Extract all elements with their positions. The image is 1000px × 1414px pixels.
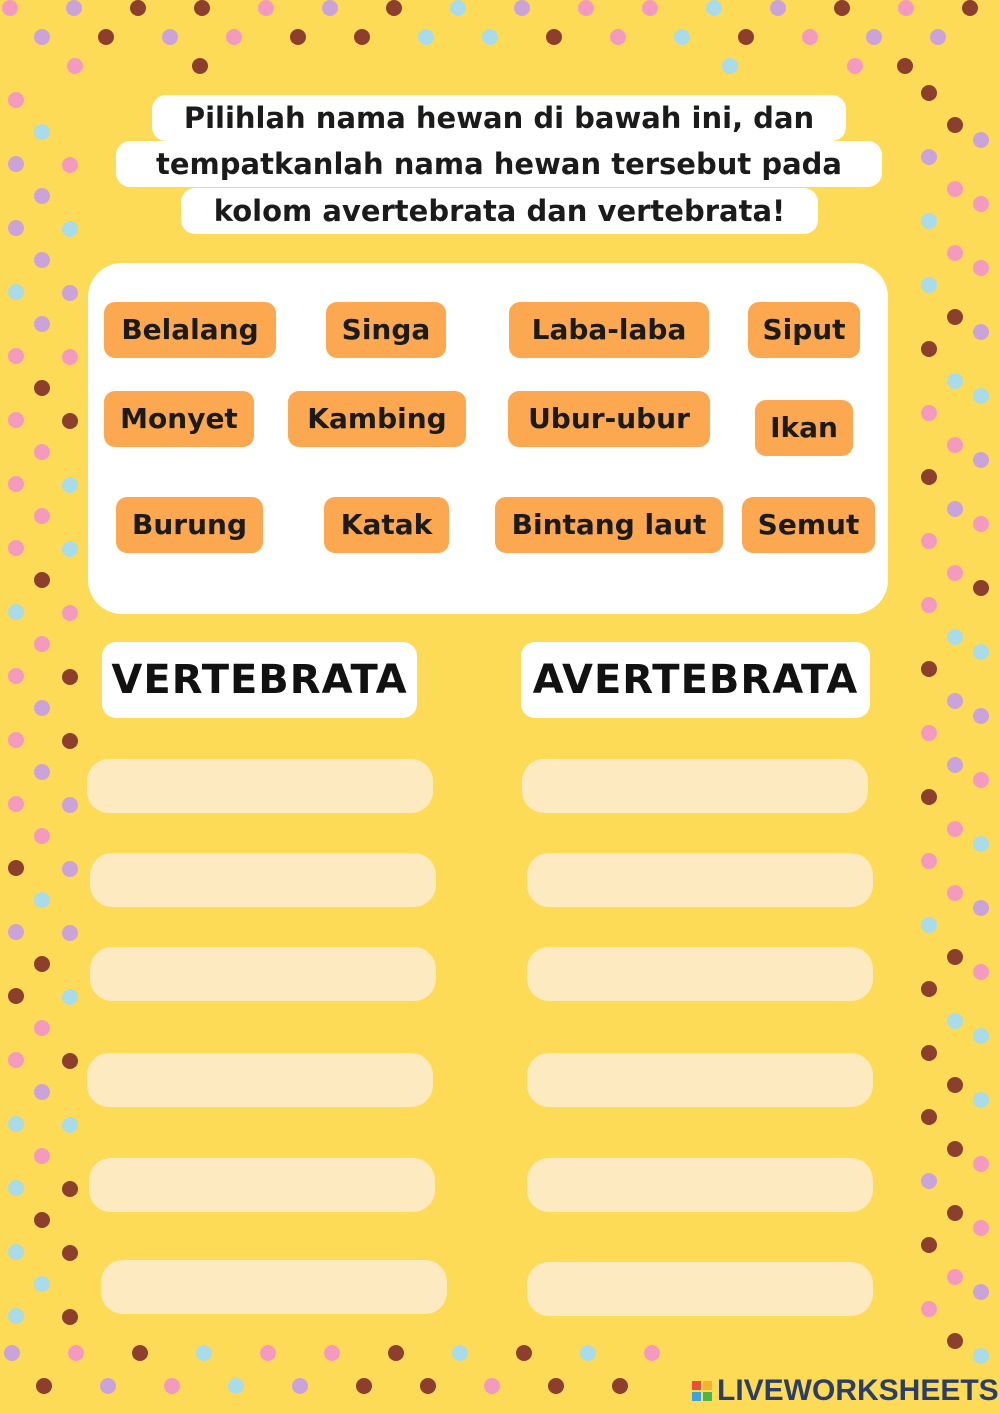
polka-dot (34, 1212, 50, 1228)
polka-dot (62, 1117, 78, 1133)
polka-dot (921, 981, 937, 997)
polka-dot (260, 1345, 276, 1361)
polka-dot (973, 516, 989, 532)
polka-dot (34, 380, 50, 396)
polka-dot (62, 669, 78, 685)
polka-dot (34, 124, 50, 140)
polka-dot (162, 29, 178, 45)
word-chip-monyet[interactable]: Monyet (104, 391, 254, 447)
word-chip-semut[interactable]: Semut (742, 497, 875, 553)
avertebrata-drop-slot-4[interactable] (527, 1053, 873, 1107)
polka-dot (947, 629, 963, 645)
polka-dot (921, 917, 937, 933)
polka-dot (921, 213, 937, 229)
polka-dot (930, 29, 946, 45)
polka-dot (947, 1141, 963, 1157)
polka-dot (514, 0, 530, 16)
polka-dot (973, 772, 989, 788)
polka-dot (706, 0, 722, 16)
polka-dot (62, 477, 78, 493)
polka-dot (973, 900, 989, 916)
polka-dot (897, 58, 913, 74)
polka-dot (8, 924, 24, 940)
polka-dot (921, 149, 937, 165)
polka-dot (612, 1378, 628, 1394)
polka-dot (34, 956, 50, 972)
polka-dot (973, 1156, 989, 1172)
polka-dot (192, 58, 208, 74)
polka-dot (947, 693, 963, 709)
polka-dot (973, 1284, 989, 1300)
polka-dot (644, 1345, 660, 1361)
polka-dot (2, 0, 18, 16)
polka-dot (34, 700, 50, 716)
polka-dot (722, 58, 738, 74)
word-chip-burung[interactable]: Burung (116, 497, 263, 553)
polka-dot (8, 732, 24, 748)
vertebrata-drop-slot-3[interactable] (90, 947, 436, 1001)
polka-dot (973, 708, 989, 724)
polka-dot (947, 565, 963, 581)
polka-dot (8, 988, 24, 1004)
polka-dot (947, 885, 963, 901)
polka-dot (34, 1276, 50, 1292)
polka-dot (34, 572, 50, 588)
polka-dot (356, 1378, 372, 1394)
polka-dot (226, 29, 242, 45)
polka-dot (130, 0, 146, 16)
polka-dot (484, 1378, 500, 1394)
vertebrata-drop-slot-2[interactable] (90, 853, 436, 907)
polka-dot (354, 29, 370, 45)
polka-dot (578, 0, 594, 16)
liveworksheets-logo (692, 1373, 999, 1409)
polka-dot (8, 476, 24, 492)
polka-dot (973, 452, 989, 468)
polka-dot (450, 0, 466, 16)
instruction-line-3: kolom avertebrata dan vertebrata! (181, 188, 818, 234)
polka-dot (8, 348, 24, 364)
polka-dot (8, 1244, 24, 1260)
polka-dot (738, 29, 754, 45)
polka-dot (452, 1345, 468, 1361)
vertebrata-drop-slot-5[interactable] (89, 1158, 435, 1212)
polka-dot (62, 797, 78, 813)
polka-dot (36, 1378, 52, 1394)
word-chip-katak[interactable]: Katak (324, 497, 449, 553)
instruction-line-2: tempatkanlah nama hewan tersebut pada (116, 141, 882, 187)
polka-dot (62, 733, 78, 749)
polka-dot (8, 1116, 24, 1132)
polka-dot (947, 949, 963, 965)
polka-dot (34, 444, 50, 460)
word-chip-ubur-ubur[interactable]: Ubur-ubur (508, 391, 710, 447)
polka-dot (62, 221, 78, 237)
polka-dot (62, 989, 78, 1005)
vertebrata-drop-slot-1[interactable] (87, 759, 433, 813)
polka-dot (921, 1237, 937, 1253)
polka-dot (8, 668, 24, 684)
polka-dot (8, 220, 24, 236)
polka-dot (62, 349, 78, 365)
polka-dot (921, 1109, 937, 1125)
polka-dot (947, 117, 963, 133)
polka-dot (62, 1053, 78, 1069)
polka-dot (8, 1052, 24, 1068)
word-chip-ikan[interactable]: Ikan (755, 400, 853, 456)
polka-dot (8, 92, 24, 108)
avertebrata-drop-slot-3[interactable] (527, 947, 873, 1001)
polka-dot (386, 0, 402, 16)
polka-dot (258, 0, 274, 16)
polka-dot (580, 1345, 596, 1361)
polka-dot (67, 58, 83, 74)
polka-dot (34, 29, 50, 45)
polka-dot (973, 580, 989, 596)
polka-dot (866, 29, 882, 45)
polka-dot (8, 860, 24, 876)
polka-dot (674, 29, 690, 45)
polka-dot (962, 0, 978, 16)
polka-dot (973, 1092, 989, 1108)
polka-dot (947, 757, 963, 773)
polka-dot (8, 796, 24, 812)
polka-dot (973, 644, 989, 660)
polka-dot (947, 1333, 963, 1349)
polka-dot (802, 29, 818, 45)
polka-dot (921, 597, 937, 613)
polka-dot (66, 0, 82, 16)
word-chip-laba-laba[interactable]: Laba-laba (509, 302, 709, 358)
polka-dot (548, 1378, 564, 1394)
polka-dot (34, 892, 50, 908)
polka-dot (921, 405, 937, 421)
polka-dot (34, 636, 50, 652)
polka-dot (196, 1345, 212, 1361)
polka-dot (973, 836, 989, 852)
polka-dot (388, 1345, 404, 1361)
polka-dot (947, 437, 963, 453)
polka-dot (62, 605, 78, 621)
polka-dot (834, 0, 850, 16)
polka-dot (947, 1269, 963, 1285)
polka-dot (324, 1345, 340, 1361)
polka-dot (947, 501, 963, 517)
avertebrata-drop-slot-2[interactable] (527, 853, 873, 907)
polka-dot (98, 29, 114, 45)
liveworksheets-logo-icon (692, 1381, 712, 1401)
word-chip-bintang-laut[interactable]: Bintang laut (495, 497, 723, 553)
polka-dot (164, 1378, 180, 1394)
polka-dot (642, 0, 658, 16)
polka-dot (62, 1181, 78, 1197)
polka-dot (973, 260, 989, 276)
polka-dot (418, 29, 434, 45)
polka-dot (322, 0, 338, 16)
polka-dot (921, 469, 937, 485)
polka-dot (62, 285, 78, 301)
polka-dot (62, 413, 78, 429)
polka-dot (34, 1020, 50, 1036)
polka-dot (68, 1345, 84, 1361)
avertebrata-drop-slot-5[interactable] (527, 1158, 873, 1212)
polka-dot (921, 1301, 937, 1317)
polka-dot (898, 0, 914, 16)
polka-dot (921, 277, 937, 293)
polka-dot (921, 853, 937, 869)
polka-dot (973, 1220, 989, 1236)
polka-dot (610, 29, 626, 45)
polka-dot (62, 1309, 78, 1325)
polka-dot (947, 245, 963, 261)
polka-dot (921, 1173, 937, 1189)
polka-dot (132, 1345, 148, 1361)
polka-dot (947, 373, 963, 389)
polka-dot (973, 196, 989, 212)
vertebrata-drop-slot-4[interactable] (87, 1053, 433, 1107)
polka-dot (62, 541, 78, 557)
polka-dot (8, 1180, 24, 1196)
polka-dot (62, 1245, 78, 1261)
polka-dot (947, 1205, 963, 1221)
polka-dot (482, 29, 498, 45)
polka-dot (420, 1378, 436, 1394)
polka-dot (947, 181, 963, 197)
polka-dot (62, 157, 78, 173)
polka-dot (290, 29, 306, 45)
word-chip-siput[interactable]: Siput (748, 302, 860, 358)
polka-dot (62, 861, 78, 877)
polka-dot (8, 412, 24, 428)
polka-dot (516, 1345, 532, 1361)
polka-dot (973, 964, 989, 980)
polka-dot (8, 156, 24, 172)
polka-dot (770, 0, 786, 16)
liveworksheets-logo-text: LIVEWORKSHEETS (717, 1374, 999, 1407)
polka-dot (921, 789, 937, 805)
polka-dot (8, 604, 24, 620)
polka-dot (921, 661, 937, 677)
polka-dot (973, 324, 989, 340)
polka-dot (947, 1077, 963, 1093)
word-chip-belalang[interactable]: Belalang (104, 302, 276, 358)
polka-dot (228, 1378, 244, 1394)
polka-dot (921, 85, 937, 101)
polka-dot (34, 1084, 50, 1100)
polka-dot (34, 508, 50, 524)
vertebrata-heading: VERTEBRATA (102, 642, 417, 718)
polka-dot (194, 0, 210, 16)
polka-dot (973, 388, 989, 404)
polka-dot (947, 1013, 963, 1029)
polka-dot (62, 925, 78, 941)
polka-dot (34, 188, 50, 204)
word-chip-kambing[interactable]: Kambing (288, 391, 466, 447)
polka-dot (973, 1348, 989, 1364)
polka-dot (34, 252, 50, 268)
avertebrata-heading: AVERTEBRATA (521, 642, 870, 718)
polka-dot (947, 309, 963, 325)
polka-dot (546, 29, 562, 45)
polka-dot (34, 316, 50, 332)
vertebrata-drop-slot-6[interactable] (101, 1260, 447, 1314)
polka-dot (34, 764, 50, 780)
polka-dot (34, 828, 50, 844)
polka-dot (847, 58, 863, 74)
polka-dot (8, 1308, 24, 1324)
polka-dot (973, 1028, 989, 1044)
polka-dot (973, 132, 989, 148)
polka-dot (8, 540, 24, 556)
polka-dot (8, 284, 24, 300)
polka-dot (100, 1378, 116, 1394)
avertebrata-drop-slot-6[interactable] (527, 1262, 873, 1316)
polka-dot (921, 341, 937, 357)
polka-dot (921, 1045, 937, 1061)
instruction-line-1: Pilihlah nama hewan di bawah ini, dan (152, 95, 846, 141)
polka-dot (34, 1148, 50, 1164)
polka-dot (4, 1345, 20, 1361)
word-chip-singa[interactable]: Singa (326, 302, 446, 358)
avertebrata-drop-slot-1[interactable] (522, 759, 868, 813)
polka-dot (292, 1378, 308, 1394)
polka-dot (947, 821, 963, 837)
polka-dot (921, 725, 937, 741)
polka-dot (921, 533, 937, 549)
